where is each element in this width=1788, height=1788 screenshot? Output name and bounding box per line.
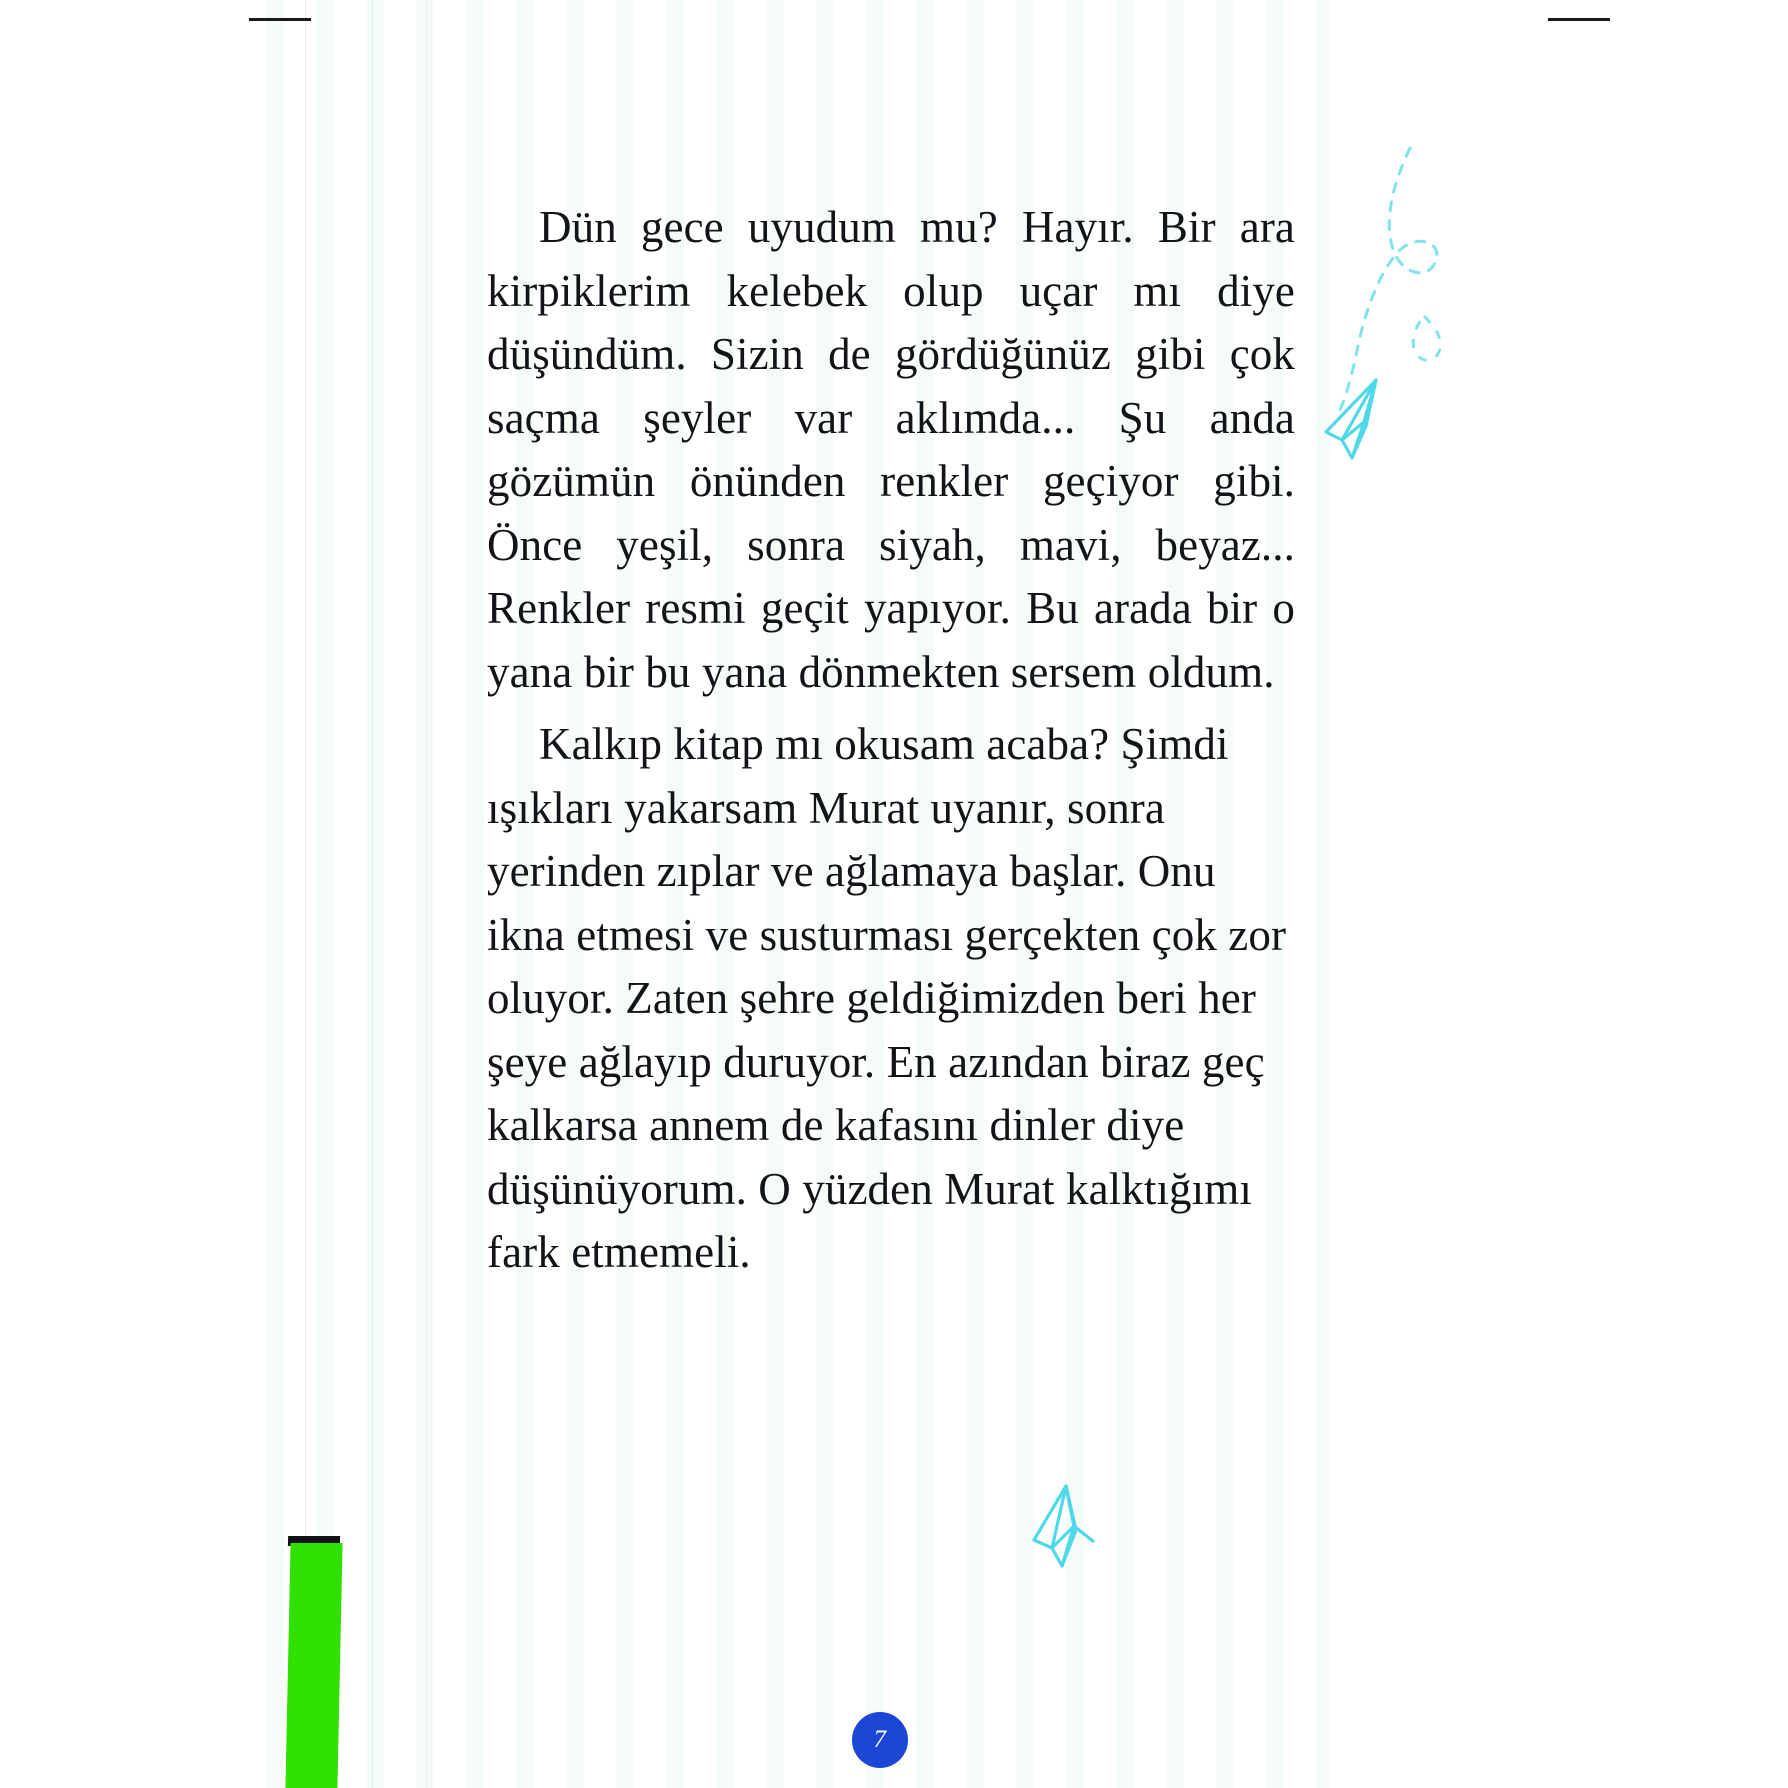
page-number-badge: 7 bbox=[852, 1712, 908, 1768]
crop-mark-top-right bbox=[1548, 18, 1610, 21]
gutter-line bbox=[305, 0, 306, 1788]
paragraph: Kalkıp kitap mı okusam acaba? Şimdi ışıkları yakarsam Murat uyanır, sonra yerinden zıplar ve ağlamaya başlar. Onu ikna etmesi ve susturması gerçekten çok zor oluyor. Zaten şehre geldiğimizden beri her şeye ağlayıp duruyor. En azından biraz geç kalkarsa annem de kafasını dinler diye düşünüyorum. O yüzden Murat kalktığımı fark etmemeli. bbox=[487, 719, 1287, 1277]
page-text-block bbox=[487, 196, 1295, 1285]
page-right-margin bbox=[1330, 0, 1788, 1788]
spine-block bbox=[285, 1543, 342, 1788]
gutter-line bbox=[372, 0, 373, 1788]
page-left-margin bbox=[0, 0, 250, 1788]
paragraph: Dün gece uyudum mu? Hayır. Bir ara kirpiklerim kelebek olup uçar mı diye düşündüm. Sizin de gördüğünüz gibi çok saçma şeyler var aklımda... Şu anda gözümün önünden renkler geçiyor gibi. Önce yeşil, sonra siyah, mavi, beyaz... Renkler resmi geçit yapıyor. Bu arada bir o yana bir bu yana dönmekten sersem oldum. bbox=[487, 202, 1295, 697]
gutter-line bbox=[426, 0, 427, 1788]
crop-mark-top-left bbox=[249, 18, 311, 21]
